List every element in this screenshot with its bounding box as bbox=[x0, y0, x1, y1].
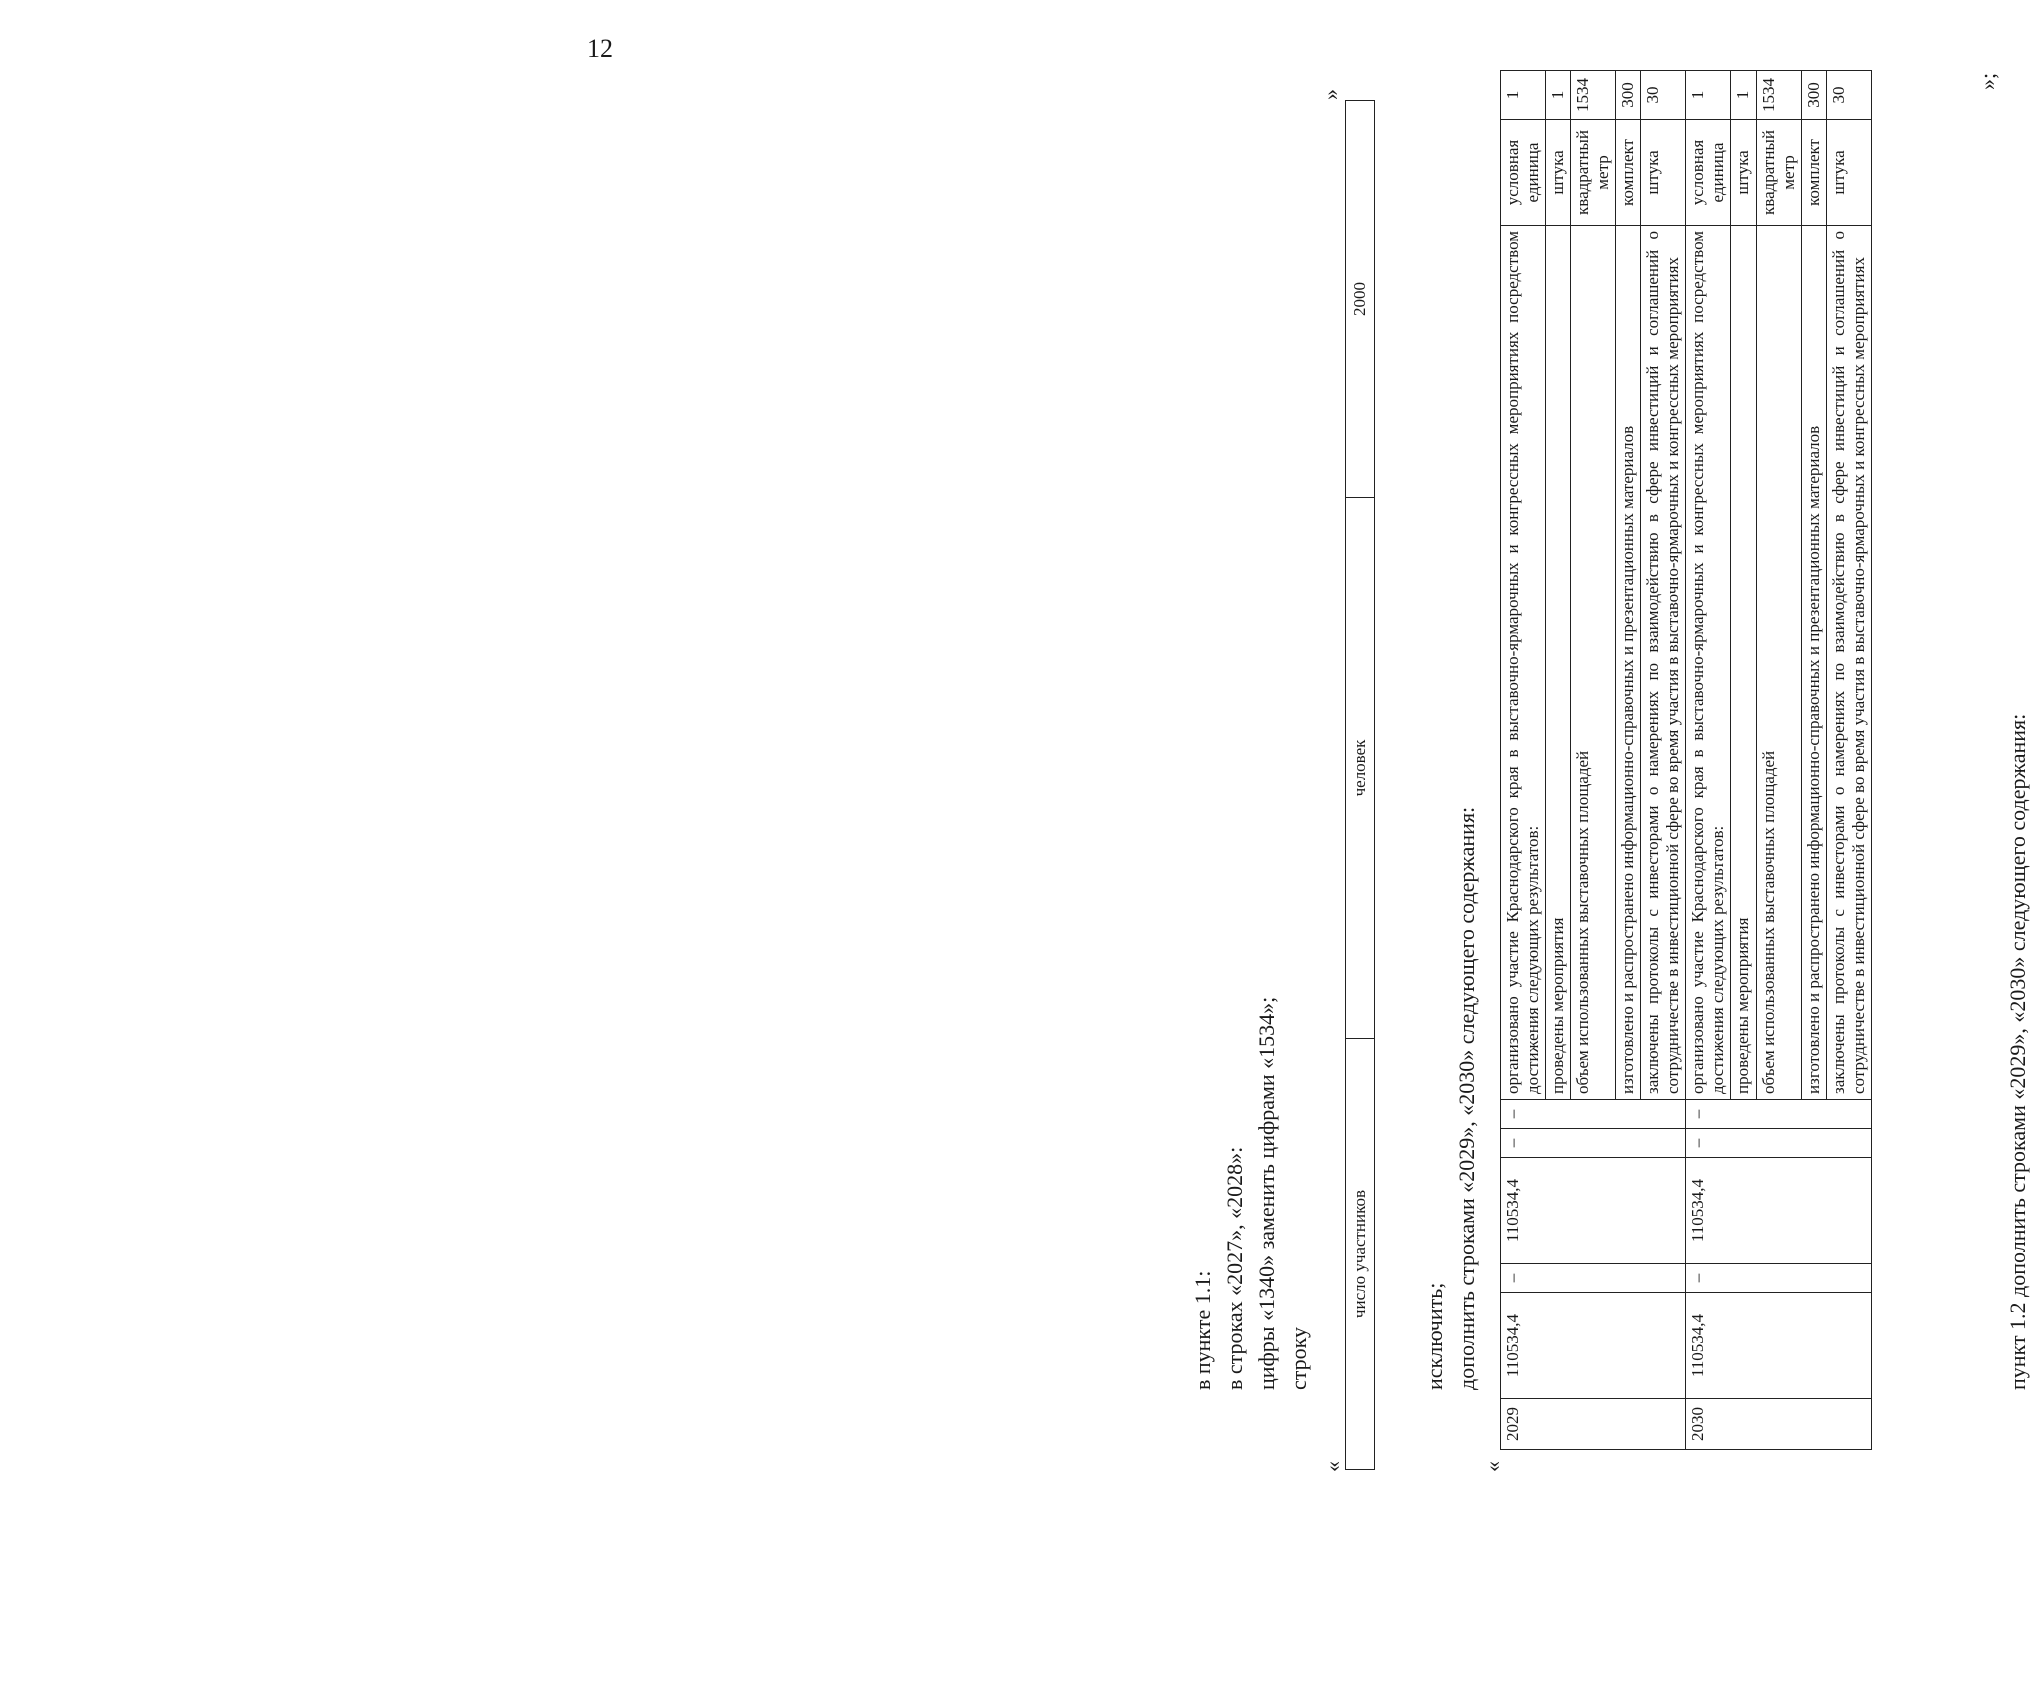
result-text-cell: заключены протоколы с инвесторами о намерениях по взаимодействию в сфере инвестиций и соглашений о сотрудничестве в инвестиционной сфере во время участия в выставочно-ярмарочных и конгрессных мероприятиях bbox=[1641, 226, 1686, 1100]
rotated-content bbox=[1070, 72, 2030, 1530]
empty-cell bbox=[1756, 1129, 1801, 1158]
empty-cell bbox=[1546, 1100, 1571, 1129]
unit-cell: условная единица bbox=[1501, 120, 1546, 226]
result-text-cell: объем использованных выставочных площадей bbox=[1571, 226, 1616, 1100]
empty-cell bbox=[1641, 1293, 1686, 1399]
table-row bbox=[1546, 71, 1571, 1450]
empty-cell bbox=[1826, 1293, 1871, 1399]
quote-open-2: « bbox=[1480, 1461, 1505, 1472]
page-number: 12 bbox=[587, 34, 613, 63]
total-cell: 110534,4 bbox=[1501, 1293, 1546, 1399]
text-line-3: цифры «1340» заменить цифрами «1534»; bbox=[1254, 996, 1279, 1390]
result-text-cell: изготовлено и распространено информационно-справочных и презентационных материалов bbox=[1801, 226, 1826, 1100]
empty-cell bbox=[1801, 1293, 1826, 1399]
value-cell: 1 bbox=[1546, 71, 1571, 120]
unit-cell: штука bbox=[1731, 120, 1756, 226]
result-text-cell: объем использованных выставочных площадей bbox=[1756, 226, 1801, 1100]
empty-cell bbox=[1616, 1264, 1641, 1293]
empty-cell bbox=[1801, 1129, 1826, 1158]
empty-cell bbox=[1546, 1264, 1571, 1293]
text-line-2: в строках «2027», «2028»: bbox=[1222, 1146, 1247, 1390]
empty-cell bbox=[1571, 1293, 1616, 1399]
unit-cell: комплект bbox=[1801, 120, 1826, 226]
empty-cell bbox=[1571, 1158, 1616, 1264]
empty-cell bbox=[1571, 1399, 1616, 1450]
removed-row-value: 2000 bbox=[1346, 101, 1375, 498]
c2-cell: 110534,4 bbox=[1501, 1158, 1546, 1264]
text-line-5: исключить; bbox=[1422, 1282, 1447, 1390]
unit-cell: штука bbox=[1826, 120, 1871, 226]
c3-cell: – bbox=[1501, 1129, 1546, 1158]
empty-cell bbox=[1826, 1264, 1871, 1293]
empty-cell bbox=[1616, 1293, 1641, 1399]
empty-cell bbox=[1731, 1293, 1756, 1399]
c4-cell: – bbox=[1686, 1100, 1731, 1129]
year-cell: 2029 bbox=[1501, 1399, 1546, 1450]
empty-cell bbox=[1641, 1100, 1686, 1129]
value-cell: 30 bbox=[1826, 71, 1871, 120]
empty-cell bbox=[1756, 1293, 1801, 1399]
empty-cell bbox=[1731, 1100, 1756, 1129]
removed-row-name: число участников bbox=[1346, 1039, 1375, 1470]
result-text-cell: проведены мероприятия bbox=[1731, 226, 1756, 1100]
result-text-cell: изготовлено и распространено информационно-справочных и презентационных материалов bbox=[1616, 226, 1641, 1100]
result-text-cell: организовано участие Краснодарского края в выставочно-ярмарочных и конгрессных мероприятиях посредством достижения следующих результатов: bbox=[1501, 226, 1546, 1100]
table-row bbox=[1756, 71, 1801, 1450]
quote-open-1: « bbox=[1320, 1461, 1345, 1472]
empty-cell bbox=[1731, 1264, 1756, 1293]
value-cell: 1 bbox=[1686, 71, 1731, 120]
table-row bbox=[1686, 71, 1731, 1450]
table-row bbox=[1571, 71, 1616, 1450]
unit-cell: штука bbox=[1641, 120, 1686, 226]
result-text-cell: организовано участие Краснодарского края в выставочно-ярмарочных и конгрессных мероприятиях посредством достижения следующих результатов: bbox=[1686, 226, 1731, 1100]
text-line-7: пункт 1.2 дополнить строками «2029», «2030» следующего содержания: bbox=[2005, 713, 2030, 1390]
empty-cell bbox=[1546, 1158, 1571, 1264]
result-text-cell: проведены мероприятия bbox=[1546, 226, 1571, 1100]
c4-cell: – bbox=[1501, 1100, 1546, 1129]
c1-cell: – bbox=[1686, 1264, 1731, 1293]
text-line-6: дополнить строками «2029», «2030» следующего содержания: bbox=[1454, 806, 1479, 1390]
table-row bbox=[1616, 71, 1641, 1450]
value-cell: 300 bbox=[1801, 71, 1826, 120]
value-cell: 1 bbox=[1501, 71, 1546, 120]
empty-cell bbox=[1571, 1100, 1616, 1129]
empty-cell bbox=[1826, 1100, 1871, 1129]
empty-cell bbox=[1616, 1129, 1641, 1158]
empty-cell bbox=[1731, 1399, 1756, 1450]
quote-close-1: » bbox=[1318, 89, 1343, 100]
empty-cell bbox=[1571, 1264, 1616, 1293]
removed-row-unit: человек bbox=[1346, 498, 1375, 1039]
unit-cell: комплект bbox=[1616, 120, 1641, 226]
empty-cell bbox=[1641, 1264, 1686, 1293]
empty-cell bbox=[1641, 1158, 1686, 1264]
empty-cell bbox=[1641, 1129, 1686, 1158]
table-row bbox=[1501, 71, 1546, 1450]
empty-cell bbox=[1826, 1129, 1871, 1158]
empty-cell bbox=[1546, 1129, 1571, 1158]
unit-cell: квадратный метр bbox=[1756, 120, 1801, 226]
c1-cell: – bbox=[1501, 1264, 1546, 1293]
value-cell: 1 bbox=[1731, 71, 1756, 120]
removed-row-table bbox=[1345, 100, 1375, 1470]
value-cell: 300 bbox=[1616, 71, 1641, 120]
empty-cell bbox=[1616, 1100, 1641, 1129]
unit-cell: штука bbox=[1546, 120, 1571, 226]
value-cell: 1534 bbox=[1756, 71, 1801, 120]
empty-cell bbox=[1731, 1129, 1756, 1158]
text-line-4: строку bbox=[1286, 1326, 1311, 1390]
c3-cell: – bbox=[1686, 1129, 1731, 1158]
new-rows-body bbox=[1501, 71, 1872, 1450]
text-line-1: в пункте 1.1: bbox=[1190, 1270, 1215, 1390]
empty-cell bbox=[1801, 1399, 1826, 1450]
empty-cell bbox=[1641, 1399, 1686, 1450]
empty-cell bbox=[1571, 1129, 1616, 1158]
empty-cell bbox=[1756, 1264, 1801, 1293]
empty-cell bbox=[1801, 1158, 1826, 1264]
empty-cell bbox=[1616, 1158, 1641, 1264]
c2-cell: 110534,4 bbox=[1686, 1158, 1731, 1264]
end-mark: »; bbox=[1975, 72, 2000, 90]
empty-cell bbox=[1801, 1264, 1826, 1293]
table-row bbox=[1641, 71, 1686, 1450]
empty-cell bbox=[1546, 1399, 1571, 1450]
value-cell: 30 bbox=[1641, 71, 1686, 120]
empty-cell bbox=[1616, 1399, 1641, 1450]
empty-cell bbox=[1546, 1293, 1571, 1399]
value-cell: 1534 bbox=[1571, 71, 1616, 120]
table-row bbox=[1801, 71, 1826, 1450]
unit-cell: условная единица bbox=[1686, 120, 1731, 226]
table-row bbox=[1826, 71, 1871, 1450]
table-row bbox=[1731, 71, 1756, 1450]
empty-cell bbox=[1756, 1399, 1801, 1450]
new-rows-table bbox=[1500, 70, 1872, 1450]
total-cell: 110534,4 bbox=[1686, 1293, 1731, 1399]
year-cell: 2030 bbox=[1686, 1399, 1731, 1450]
empty-cell bbox=[1826, 1158, 1871, 1264]
result-text-cell: заключены протоколы с инвесторами о намерениях по взаимодействию в сфере инвестиций и соглашений о сотрудничестве в инвестиционной сфере во время участия в выставочно-ярмарочных и конгрессных мероприятиях bbox=[1826, 226, 1871, 1100]
empty-cell bbox=[1801, 1100, 1826, 1129]
empty-cell bbox=[1756, 1158, 1801, 1264]
empty-cell bbox=[1756, 1100, 1801, 1129]
empty-cell bbox=[1826, 1399, 1871, 1450]
unit-cell: квадратный метр bbox=[1571, 120, 1616, 226]
empty-cell bbox=[1731, 1158, 1756, 1264]
